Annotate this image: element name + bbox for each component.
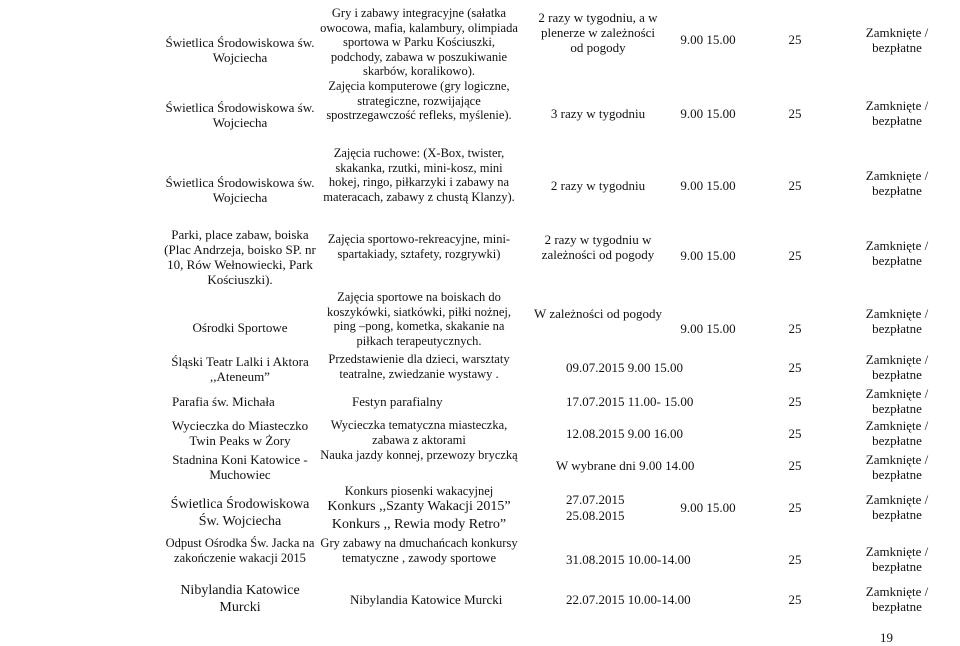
venue-cell: Ośrodki Sportowe [192, 320, 288, 335]
participants-cell: 25 [788, 178, 802, 193]
participants-cell: 25 [788, 592, 802, 607]
venue-cell: Parafia św. Michała [172, 394, 275, 409]
activity-cell: Festyn parafialny [352, 394, 443, 409]
status-cell: Zamknięte / bezpłatne [865, 492, 929, 522]
venue-cell: Świetlica Środowiskowa Św. Wojciecha [170, 497, 310, 529]
activity-cell: Wycieczka tematyczna miasteczka, zabawa z aktorami [330, 418, 508, 447]
date-time-cell: 9.00 15.00 [680, 32, 736, 47]
date-time-cell: 09.07.2015 9.00 15.00 [566, 360, 683, 375]
venue-cell: Śląski Teatr Lalki i Aktora ,,Ateneum” [171, 354, 309, 384]
participants-cell: 25 [788, 394, 802, 409]
date-time-cell: 17.07.2015 11.00- 15.00 [566, 394, 694, 409]
status-cell: Zamknięte / bezpłatne [865, 25, 929, 55]
frequency-cell: 2 razy w tygodniu, a w plenerze w zależności od pogody [538, 10, 658, 55]
participants-cell: 25 [788, 426, 802, 441]
activity-cell: Konkurs ,,Szanty Wakacji 2015” [327, 499, 511, 514]
frequency-cell: 3 razy w tygodniu [550, 106, 646, 121]
frequency-cell: 2 razy w tygodniu w zależności od pogody [541, 232, 655, 262]
venue-cell: Stadnina Koni Katowice - Muchowiec [172, 452, 308, 482]
date-cell: 27.07.2015 [566, 492, 625, 507]
page-number: 19 [880, 630, 893, 645]
status-cell: Zamknięte / bezpłatne [865, 352, 929, 382]
participants-cell: 25 [788, 500, 802, 515]
venue-cell: Wycieczka do Miasteczko Twin Peaks w Żory [171, 418, 309, 448]
activity-cell: Gry i zabawy integracyjne (sałatka owocowa, mafia, kalambury, olimpiada sportowa w Parku Kościuszki, podchody, zabawa w poszukiwanie skarbów, koralikowo). [320, 6, 518, 78]
activity-cell: Zajęcia ruchowe: (X-Box, twister, skakanka, rzutki, mini-kosz, mini hokej, ringo, piłkarzyki i zabawy na materacach, zabawy z chustą Klanzy). [323, 146, 515, 204]
activity-cell: Zajęcia komputerowe (gry logiczne, strategiczne, rozwijające spostrzegawczość refleks, myślenie). [326, 79, 512, 122]
status-cell: Zamknięte / bezpłatne [865, 386, 929, 416]
date-time-cell: 9.00 15.00 [680, 248, 736, 263]
status-cell: Zamknięte / bezpłatne [865, 544, 929, 574]
activity-cell: Zajęcia sportowe na boiskach do koszykówki, siatkówki, piłki nożnej, ping –pong, kometka, skakanie na piłkach terapeutycznych. [326, 290, 511, 348]
activity-cell: Konkurs ,, Rewia mody Retro” [331, 517, 507, 532]
status-cell: Zamknięte / bezpłatne [865, 238, 929, 268]
participants-cell: 25 [788, 32, 802, 47]
frequency-cell: W zależności od pogody [534, 306, 662, 321]
status-cell: Zamknięte / bezpłatne [865, 452, 929, 482]
frequency-cell: 2 razy w tygodniu [550, 178, 646, 193]
date-time-cell: 22.07.2015 10.00-14.00 [566, 592, 691, 607]
participants-cell: 25 [788, 552, 802, 567]
time-cell: 9.00 15.00 [680, 500, 736, 515]
participants-cell: 25 [788, 321, 802, 336]
date-time-cell: 31.08.2015 10.00-14.00 [566, 552, 691, 567]
venue-cell: Świetlica Środowiskowa św. Wojciecha [165, 35, 315, 65]
participants-cell: 25 [788, 106, 802, 121]
venue-cell: Parki, place zabaw, boiska (Plac Andrzeja, boisko SP. nr 10, Rów Wełnowiecki, Park Kościuszki). [164, 227, 316, 287]
activity-cell: Nauka jazdy konnej, przewozy bryczką [320, 448, 518, 462]
date-time-cell: 12.08.2015 9.00 16.00 [566, 426, 683, 441]
date-time-cell: W wybrane dni 9.00 14.00 [556, 458, 695, 473]
status-cell: Zamknięte / bezpłatne [865, 584, 929, 614]
status-cell: Zamknięte / bezpłatne [865, 98, 929, 128]
activity-cell: Zajęcia sportowo-rekreacyjne, mini-spartakiady, sztafety, rozgrywki) [327, 232, 511, 261]
activity-cell: Konkurs piosenki wakacyjnej [344, 484, 494, 498]
venue-cell: Nibylandia Katowice Murcki [180, 583, 300, 615]
venue-cell: Świetlica Środowiskowa św. Wojciecha [165, 100, 315, 130]
venue-cell: Świetlica Środowiskowa św. Wojciecha [165, 175, 315, 205]
participants-cell: 25 [788, 458, 802, 473]
activity-cell: Przedstawienie dla dzieci, warsztaty teatralne, zwiedzanie wystawy . [328, 352, 510, 381]
date-cell: 25.08.2015 [566, 508, 625, 523]
activity-cell: Nibylandia Katowice Murcki [350, 592, 503, 607]
date-time-cell: 9.00 15.00 [680, 321, 736, 336]
venue-cell: Odpust Ośrodka Św. Jacka na zakończenie wakacji 2015 [165, 536, 315, 565]
status-cell: Zamknięte / bezpłatne [865, 306, 929, 336]
status-cell: Zamknięte / bezpłatne [865, 168, 929, 198]
date-time-cell: 9.00 15.00 [680, 178, 736, 193]
participants-cell: 25 [788, 360, 802, 375]
date-time-cell: 9.00 15.00 [680, 106, 736, 121]
status-cell: Zamknięte / bezpłatne [865, 418, 929, 448]
participants-cell: 25 [788, 248, 802, 263]
activity-cell: Gry zabawy na dmuchańcach konkursy tematyczne , zawody sportowe [320, 536, 518, 565]
